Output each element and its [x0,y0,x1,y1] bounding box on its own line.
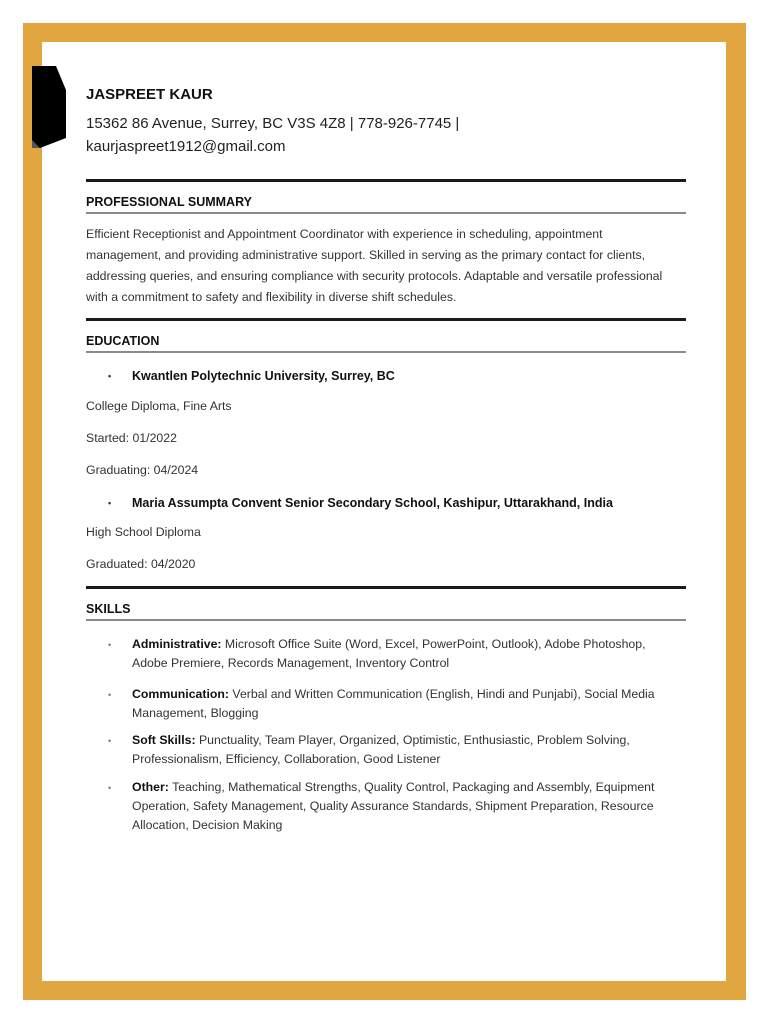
skill-detail: Punctuality, Team Player, Organized, Optimistic, Enthusiastic, Problem Solving, [195,733,630,747]
skill-label: Other: [132,780,169,794]
education-detail: Graduated: 04/2020 [86,557,196,571]
address-phone-line: 15362 86 Avenue, Surrey, BC V3S 4Z8 | 778-926-7745 | [86,115,460,132]
contact-info [86,112,686,158]
bullet-icon: • [108,371,112,381]
skill-detail: Verbal and Written Communication (English, Hindi and Punjabi), Social Media [229,687,655,701]
skill-detail: Adobe Premiere, Records Management, Inventory Control [132,656,450,670]
skill-item [0,635,686,673]
skill-label: Soft Skills: [132,733,196,747]
section-rule-bottom [86,619,686,621]
resume-content [86,84,686,835]
skill-text [132,778,654,835]
summary-line: addressing queries, and ensuring compliance with security protocols. Adaptable and versatile professional [86,269,663,283]
skill-detail: Management, Blogging [132,706,259,720]
section-rule-top [86,586,686,589]
education-detail: Graduating: 04/2024 [86,463,199,477]
education-detail: College Diploma, Fine Arts [86,399,232,413]
section-rule-top [86,179,686,182]
section-title-education: EDUCATION [86,334,160,348]
section-rule-bottom [86,212,686,214]
skill-detail: Microsoft Office Suite (Word, Excel, PowerPoint, Outlook), Adobe Photoshop, [221,637,646,651]
education-school [0,493,686,513]
bullet-icon: • [108,690,112,700]
skill-item [0,685,686,723]
email-line: kaurjaspreet1912@gmail.com [86,138,286,155]
section-rule-bottom [86,351,686,353]
summary-line: management, and providing administrative support. Skilled in serving as the primary contact for clients, [86,248,646,262]
section-rule-top [86,318,686,321]
summary-line: with a commitment to safety and flexibility in diverse shift schedules. [86,290,457,304]
education-school [0,366,686,386]
section-title-skills: SKILLS [86,602,131,616]
header-tab-decoration [32,66,66,148]
school-name: Maria Assumpta Convent Senior Secondary School, Kashipur, Uttarakhand, India [132,496,613,510]
candidate-name: JASPREET KAUR [86,86,213,103]
skill-item [0,778,686,835]
education-detail: High School Diploma [86,525,201,539]
skill-detail: Professionalism, Efficiency, Collaboration, Good Listener [132,752,441,766]
skill-label: Communication: [132,687,230,701]
section-title-summary: PROFESSIONAL SUMMARY [86,195,252,209]
skill-item [0,731,686,769]
education-detail: Started: 01/2022 [86,431,177,445]
school-name: Kwantlen Polytechnic University, Surrey, BC [132,369,395,383]
summary-section [86,179,686,308]
skill-text [132,731,630,769]
skill-detail: Allocation, Decision Making [132,818,283,832]
bullet-icon: • [108,736,112,746]
summary-text [86,224,686,308]
bullet-icon: • [108,640,112,650]
bullet-icon: • [108,498,112,508]
summary-line: Efficient Receptionist and Appointment Coordinator with experience in scheduling, appointment [86,227,603,241]
skill-label: Administrative: [132,637,222,651]
skill-text [132,685,655,723]
education-section [86,318,686,574]
skill-detail: Operation, Safety Management, Quality Assurance Standards, Shipment Preparation, Resource [132,799,654,813]
skill-detail: Teaching, Mathematical Strengths, Quality Control, Packaging and Assembly, Equipment [168,780,655,794]
skills-section [86,586,686,835]
skill-text [132,635,646,673]
bullet-icon: • [108,783,112,793]
